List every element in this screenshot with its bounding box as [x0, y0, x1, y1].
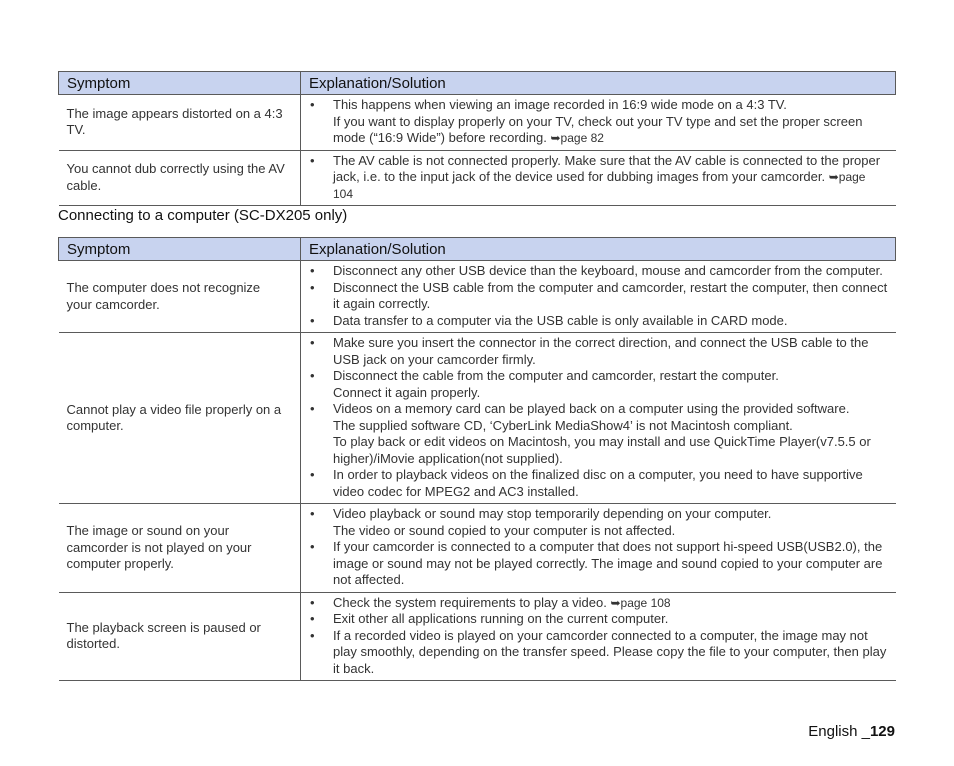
explanation-cell: [301, 261, 896, 333]
explanation-cell: [301, 504, 896, 593]
list-item: • In order to playback videos on the finalized disc on a computer, you need to have supportive video codec for MPEG2 and AC3 installed.: [309, 467, 888, 500]
table-row: [59, 504, 896, 593]
page-reference: ➥page 104: [333, 170, 866, 201]
symptom-header: Symptom: [59, 72, 301, 95]
explanation-header: Explanation/Solution: [301, 72, 896, 95]
symptom-header: Symptom: [59, 238, 301, 261]
page-footer: [808, 723, 895, 740]
troubleshooting-table-1: [58, 71, 896, 206]
list-item: • Data transfer to a computer via the USB cable is only available in CARD mode.: [309, 313, 888, 330]
explanation-cell: [301, 150, 896, 206]
table-row: [59, 592, 896, 681]
explanation-cell: [301, 592, 896, 681]
symptom-cell: The image appears distorted on a 4:3 TV.: [59, 95, 301, 151]
symptom-cell: You cannot dub correctly using the AV cable.: [59, 150, 301, 206]
footer-language: English _: [808, 723, 870, 740]
list-item: • Video playback or sound may stop temporarily depending on your computer. The video or sound copied to your computer is not affected.: [309, 506, 888, 539]
symptom-cell: Cannot play a video file properly on a computer.: [59, 333, 301, 504]
list-item: • Exit other all applications running on the current computer.: [309, 611, 888, 628]
table-row: [59, 333, 896, 504]
list-item: • Make sure you insert the connector in the correct direction, and connect the USB cable to the USB jack on your camcorder firmly.: [309, 335, 888, 368]
page-reference: ➥page 108: [610, 595, 671, 610]
troubleshooting-table-2: [58, 237, 896, 681]
table-row: [59, 261, 896, 333]
page-number: 129: [869, 723, 895, 740]
explanation-cell: [301, 95, 896, 151]
list-item: • This happens when viewing an image recorded in 16:9 wide mode on a 4:3 TV. If you want to display properly on your TV, check out your TV type and set the proper screen mode (“16:9 Wide”) before recording. ➥page 82: [309, 97, 888, 147]
page-reference: ➥page 82: [550, 131, 604, 145]
section-heading: Connecting to a computer (SC-DX205 only): [58, 207, 348, 224]
list-item: • Disconnect any other USB device than the keyboard, mouse and camcorder from the computer.: [309, 263, 888, 280]
symptom-cell: The playback screen is paused or distorted.: [59, 592, 301, 681]
table-row: [59, 95, 896, 151]
list-item: • Disconnect the cable from the computer and camcorder, restart the computer. Connect it again properly.: [309, 368, 888, 401]
list-item: • If your camcorder is connected to a computer that does not support hi-speed USB(USB2.0), the image or sound may not be played correctly. The image and sound copied to your computer are not affected.: [309, 539, 888, 589]
table-row: [59, 150, 896, 206]
table-header-row: [59, 238, 896, 261]
list-item: • Videos on a memory card can be played back on a computer using the provided software. The supplied software CD, ‘CyberLink MediaShow4’ is not Macintosh compliant. To play back or edit videos on Macintosh, you may install and use QuickTime Player(v7.5.5 or higher)/iMovie application(not supplied).: [309, 401, 888, 467]
list-item: • The AV cable is not connected properly. Make sure that the AV cable is connected to the proper jack, i.e. to the input jack of the device used for dubbing images from your camcorder. ➥page 104: [309, 153, 888, 203]
table-header-row: [59, 72, 896, 95]
symptom-cell: The image or sound on your camcorder is not played on your computer properly.: [59, 504, 301, 593]
symptom-cell: The computer does not recognize your camcorder.: [59, 261, 301, 333]
list-item: • Check the system requirements to play a video. ➥page 108: [309, 595, 888, 612]
explanation-cell: [301, 333, 896, 504]
list-item: • Disconnect the USB cable from the computer and camcorder, restart the computer, then connect it again correctly.: [309, 280, 888, 313]
explanation-header: Explanation/Solution: [301, 238, 896, 261]
list-item: • If a recorded video is played on your camcorder connected to a computer, the image may not play smoothly, depending on the transfer speed. Please copy the file to your computer, then play it back.: [309, 628, 888, 678]
